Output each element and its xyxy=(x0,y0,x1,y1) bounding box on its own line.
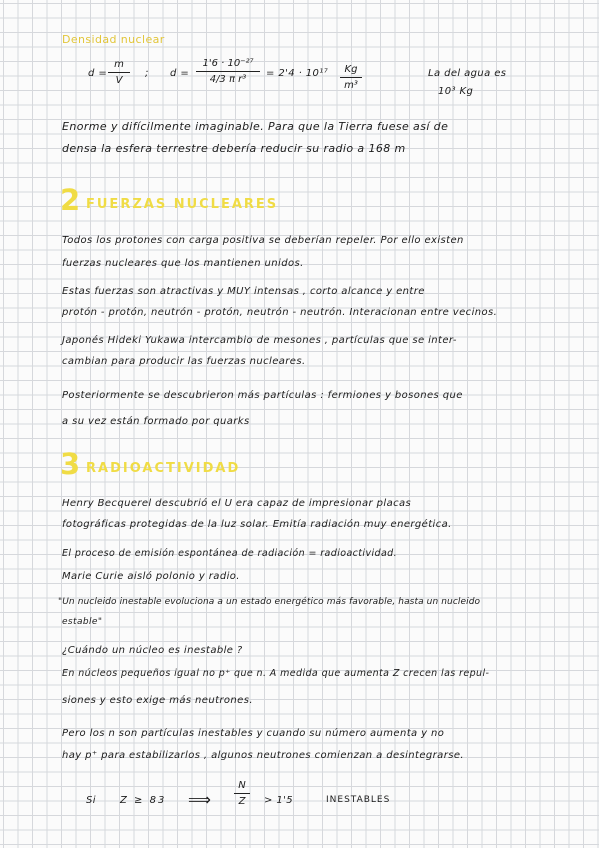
ratio-numerator: N xyxy=(238,780,246,791)
section2-number: 2 xyxy=(60,183,81,217)
section2-line: a su vez están formado por quarks xyxy=(62,416,250,427)
fraction-numerator: m xyxy=(114,59,124,70)
fraction-denominator: 4/3 π r³ xyxy=(209,74,247,85)
section3-title: RADIOACTIVIDAD xyxy=(86,461,241,476)
section3-line: "Un nucleido inestable evoluciona a un estado energético más favorable, hasta un nucleido xyxy=(58,597,481,607)
fraction-denominator: V xyxy=(115,75,123,86)
unit-numerator: Kg xyxy=(344,64,358,75)
formula-result: = 2'4 · 10¹⁷ xyxy=(266,68,329,79)
section3-line: Pero los n son partículas inestables y cuando su número aumenta y no xyxy=(62,728,445,739)
formula-separator: ; xyxy=(145,68,149,79)
fraction-numerator: 1'6 · 10⁻²⁷ xyxy=(202,58,254,69)
condition-si: Si xyxy=(86,795,96,806)
unit-denominator: m³ xyxy=(344,80,358,91)
ratio-n-over-z xyxy=(234,780,250,807)
section3-line: Marie Curie aisló polonio y radio. xyxy=(62,571,240,582)
section2-line: Todos los protones con carga positiva se deberían repeler. Por ello existen xyxy=(62,235,464,246)
formula-d: d = xyxy=(88,68,108,79)
density-text-line2: densa la esfera terrestre debería reducir su radio a 168 m xyxy=(62,142,406,155)
section2-line: fuerzas nucleares que los mantienen unidos. xyxy=(62,258,304,269)
implies-arrow-icon: ⟹ xyxy=(188,790,212,809)
section2-line: cambian para producir las fuerzas nucleares. xyxy=(62,356,306,367)
section3-line: Henry Becquerel descubrió el U era capaz de impresionar placas xyxy=(62,498,412,509)
section2-line: Japonés Hideki Yukawa intercambio de mesones , partículas que se inter- xyxy=(62,335,457,346)
density-text-line1: Enorme y difícilmente imaginable. Para que la Tierra fuese así de xyxy=(62,120,449,133)
section3-line: En núcleos pequeños igual no p⁺ que n. A medida que aumenta Z crecen las repul- xyxy=(62,668,490,679)
section2-title: FUERZAS NUCLEARES xyxy=(86,197,279,212)
section3-line: ¿Cuándo un núcleo es inestable ? xyxy=(62,645,243,656)
condition-result: INESTABLES xyxy=(326,795,391,805)
water-density-line1: La del agua es xyxy=(428,68,507,79)
water-density-line2: 10³ Kg xyxy=(438,86,474,97)
fraction-m-over-v xyxy=(108,59,130,86)
formula-d2: d = xyxy=(170,68,190,79)
section2-line: Posteriormente se descubrieron más partículas : fermiones y bosones que xyxy=(62,390,463,401)
section3-line: fotográficas protegidas de la luz solar. Emitía radiación muy energética. xyxy=(62,519,452,530)
unit-fraction xyxy=(340,64,362,91)
fraction-mass-over-volume xyxy=(196,58,260,85)
section3-line: siones y esto exige más neutrones. xyxy=(62,695,253,706)
density-heading: Densidad nuclear xyxy=(62,33,165,46)
condition-z: Z ≥ 83 xyxy=(120,795,167,806)
section2-line: protón - protón, neutrón - protón, neutrón - neutrón. Interacionan entre vecinos. xyxy=(62,307,498,318)
condition-threshold: > 1'5 xyxy=(264,795,294,806)
section3-number: 3 xyxy=(60,447,81,481)
section3-line: El proceso de emisión espontánea de radiación = radioactividad. xyxy=(62,548,398,559)
section2-line: Estas fuerzas son atractivas y MUY intensas , corto alcance y entre xyxy=(62,286,425,297)
section3-line: hay p⁺ para estabilizarlos , algunos neutrones comienzan a desintegrarse. xyxy=(62,750,464,761)
ratio-denominator: Z xyxy=(238,796,246,807)
section3-line: estable" xyxy=(62,617,103,627)
